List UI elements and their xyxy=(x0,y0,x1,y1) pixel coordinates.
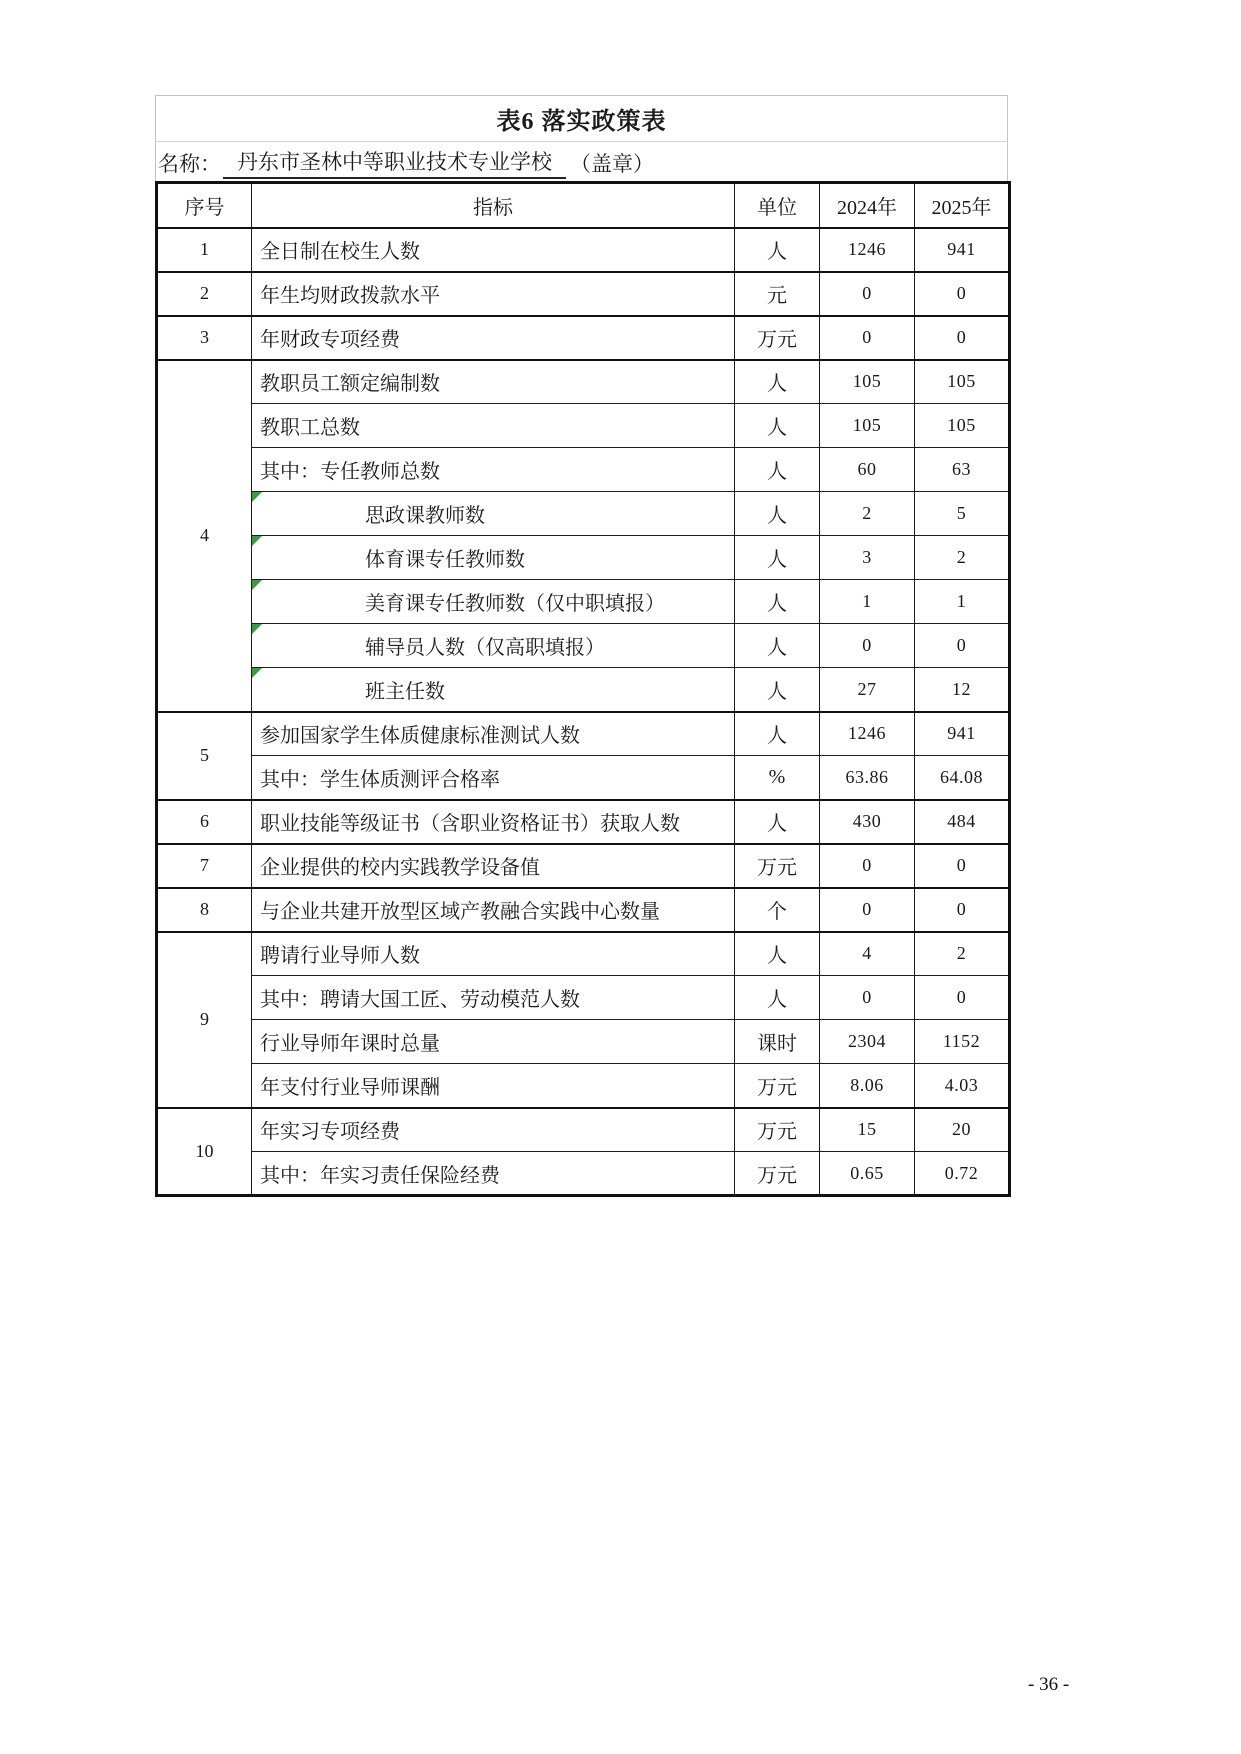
unit-cell: 人 xyxy=(735,492,820,536)
comment-marker-icon xyxy=(252,580,262,590)
indicator-label: 其中：年实习责任保险经费 xyxy=(260,1164,500,1187)
value-2025-cell: 2 xyxy=(915,932,1010,976)
value-2024-cell: 0 xyxy=(820,624,915,668)
value-2024-cell: 0.65 xyxy=(820,1152,915,1196)
value-2025-cell: 0 xyxy=(915,888,1010,932)
comment-marker-icon xyxy=(252,536,262,546)
value-2025-cell: 1 xyxy=(915,580,1010,624)
value-2025-cell: 0 xyxy=(915,976,1010,1020)
table-row xyxy=(157,404,1010,448)
row-number-cell: 3 xyxy=(157,316,252,360)
unit-cell: 人 xyxy=(735,360,820,404)
table-row xyxy=(157,800,1010,844)
table-row xyxy=(157,316,1010,360)
indicator-cell xyxy=(252,844,735,888)
indicator-label: 年实习专项经费 xyxy=(260,1121,400,1144)
value-2025-cell: 941 xyxy=(915,712,1010,756)
indicator-cell xyxy=(252,976,735,1020)
unit-cell: 个 xyxy=(735,888,820,932)
row-number-cell: 9 xyxy=(157,932,252,1108)
unit-cell: 人 xyxy=(735,404,820,448)
page-number: - 36 - xyxy=(1028,1674,1070,1695)
table-row xyxy=(157,1152,1010,1196)
comment-marker-icon xyxy=(252,668,262,678)
unit-cell: 人 xyxy=(735,932,820,976)
row-number-cell: 1 xyxy=(157,228,252,272)
value-2025-cell: 63 xyxy=(915,448,1010,492)
table-row xyxy=(157,668,1010,712)
unit-cell: 人 xyxy=(735,668,820,712)
value-2025-cell: 105 xyxy=(915,360,1010,404)
unit-cell: 人 xyxy=(735,800,820,844)
indicator-cell xyxy=(252,316,735,360)
table-row xyxy=(157,1020,1010,1064)
table-row xyxy=(157,1108,1010,1152)
indicator-cell xyxy=(252,1152,735,1196)
indicator-cell xyxy=(252,360,735,404)
column-header: 单位 xyxy=(735,183,820,228)
indicator-cell xyxy=(252,448,735,492)
value-2025-cell: 64.08 xyxy=(915,756,1010,800)
policy-table xyxy=(155,181,1011,1197)
indicator-cell xyxy=(252,932,735,976)
unit-cell: % xyxy=(735,756,820,800)
indicator-cell xyxy=(252,536,735,580)
indicator-label: 体育课专任教师数 xyxy=(365,549,525,571)
indicator-label: 参加国家学生体质健康标准测试人数 xyxy=(260,725,580,748)
table-row xyxy=(157,1064,1010,1108)
table-header-row xyxy=(157,183,1010,228)
unit-cell: 万元 xyxy=(735,316,820,360)
indicator-cell xyxy=(252,404,735,448)
indicator-label: 班主任数 xyxy=(365,680,445,703)
value-2025-cell: 2 xyxy=(915,536,1010,580)
unit-cell: 万元 xyxy=(735,1152,820,1196)
unit-cell: 人 xyxy=(735,228,820,272)
comment-marker-icon xyxy=(252,624,262,634)
value-2025-cell: 105 xyxy=(915,404,1010,448)
table-row xyxy=(157,448,1010,492)
indicator-label: 教职员工额定编制数 xyxy=(260,373,440,396)
table-row xyxy=(157,272,1010,316)
row-number-cell: 4 xyxy=(157,360,252,712)
value-2024-cell: 2304 xyxy=(820,1020,915,1064)
unit-cell: 人 xyxy=(735,624,820,668)
table-row xyxy=(157,932,1010,976)
row-number-cell: 5 xyxy=(157,712,252,800)
table-title: 表6 落实政策表 xyxy=(496,109,667,135)
indicator-label: 年生均财政拨款水平 xyxy=(260,285,440,307)
column-header: 2024年 xyxy=(820,183,915,228)
table-row xyxy=(157,888,1010,932)
indicator-cell xyxy=(252,624,735,668)
indicator-cell xyxy=(252,800,735,844)
value-2025-cell: 0.72 xyxy=(915,1152,1010,1196)
value-2025-cell: 5 xyxy=(915,492,1010,536)
value-2024-cell: 0 xyxy=(820,976,915,1020)
column-header: 序号 xyxy=(157,183,252,228)
row-number-cell: 7 xyxy=(157,844,252,888)
indicator-label: 年财政专项经费 xyxy=(260,329,400,351)
indicator-cell xyxy=(252,712,735,756)
value-2024-cell: 105 xyxy=(820,404,915,448)
unit-cell: 万元 xyxy=(735,844,820,888)
table-row xyxy=(157,580,1010,624)
value-2025-cell: 1152 xyxy=(915,1020,1010,1064)
value-2024-cell: 0 xyxy=(820,888,915,932)
value-2024-cell: 1246 xyxy=(820,712,915,756)
indicator-label: 聘请行业导师人数 xyxy=(260,945,420,968)
indicator-label: 行业导师年课时总量 xyxy=(260,1033,440,1055)
value-2024-cell: 430 xyxy=(820,800,915,844)
value-2025-cell: 12 xyxy=(915,668,1010,712)
indicator-label: 职业技能等级证书（含职业资格证书）获取人数 xyxy=(260,813,680,835)
table-row xyxy=(157,712,1010,756)
value-2024-cell: 63.86 xyxy=(820,756,915,800)
indicator-cell xyxy=(252,272,735,316)
value-2025-cell: 0 xyxy=(915,624,1010,668)
table-row xyxy=(157,756,1010,800)
indicator-cell xyxy=(252,492,735,536)
value-2024-cell: 8.06 xyxy=(820,1064,915,1108)
indicator-cell xyxy=(252,580,735,624)
value-2024-cell: 27 xyxy=(820,668,915,712)
table-row xyxy=(157,492,1010,536)
unit-cell: 人 xyxy=(735,580,820,624)
value-2024-cell: 0 xyxy=(820,844,915,888)
indicator-label: 教职工总数 xyxy=(260,417,360,439)
value-2025-cell: 0 xyxy=(915,844,1010,888)
indicator-cell xyxy=(252,228,735,272)
table-title-box xyxy=(155,95,1008,141)
unit-cell: 人 xyxy=(735,976,820,1020)
table-row xyxy=(157,976,1010,1020)
row-number-cell: 10 xyxy=(157,1108,252,1196)
value-2024-cell: 3 xyxy=(820,536,915,580)
value-2024-cell: 0 xyxy=(820,272,915,316)
value-2024-cell: 105 xyxy=(820,360,915,404)
indicator-cell xyxy=(252,1064,735,1108)
unit-cell: 万元 xyxy=(735,1064,820,1108)
unit-cell: 人 xyxy=(735,536,820,580)
value-2025-cell: 0 xyxy=(915,316,1010,360)
policy-form xyxy=(155,95,1008,1197)
value-2024-cell: 0 xyxy=(820,316,915,360)
row-number-cell: 6 xyxy=(157,800,252,844)
row-number-cell: 8 xyxy=(157,888,252,932)
indicator-label: 与企业共建开放型区域产教融合实践中心数量 xyxy=(260,901,660,923)
indicator-cell xyxy=(252,1108,735,1152)
indicator-label: 思政课教师数 xyxy=(365,505,485,527)
table-row xyxy=(157,844,1010,888)
unit-cell: 元 xyxy=(735,272,820,316)
column-header: 指标 xyxy=(252,183,735,228)
comment-marker-icon xyxy=(252,492,262,502)
value-2024-cell: 2 xyxy=(820,492,915,536)
value-2024-cell: 60 xyxy=(820,448,915,492)
indicator-label: 其中：学生体质测评合格率 xyxy=(260,768,500,791)
indicator-label: 年支付行业导师课酬 xyxy=(260,1076,440,1099)
value-2025-cell: 20 xyxy=(915,1108,1010,1152)
table-row xyxy=(157,624,1010,668)
indicator-label: 美育课专任教师数（仅中职填报） xyxy=(365,593,665,615)
indicator-label: 全日制在校生人数 xyxy=(260,241,420,263)
value-2025-cell: 4.03 xyxy=(915,1064,1010,1108)
row-number-cell: 2 xyxy=(157,272,252,316)
value-2025-cell: 0 xyxy=(915,272,1010,316)
indicator-cell xyxy=(252,756,735,800)
indicator-cell xyxy=(252,888,735,932)
value-2024-cell: 4 xyxy=(820,932,915,976)
unit-cell: 人 xyxy=(735,448,820,492)
table-row xyxy=(157,228,1010,272)
value-2024-cell: 15 xyxy=(820,1108,915,1152)
indicator-label: 企业提供的校内实践教学设备值 xyxy=(260,857,540,879)
school-name: 丹东市圣林中等职业技术专业学校 xyxy=(223,146,566,179)
indicator-label: 其中：专任教师总数 xyxy=(260,461,440,483)
value-2024-cell: 1 xyxy=(820,580,915,624)
unit-cell: 人 xyxy=(735,712,820,756)
indicator-cell xyxy=(252,1020,735,1064)
table-row xyxy=(157,536,1010,580)
unit-cell: 课时 xyxy=(735,1020,820,1064)
value-2024-cell: 1246 xyxy=(820,228,915,272)
column-header: 2025年 xyxy=(915,183,1010,228)
value-2025-cell: 941 xyxy=(915,228,1010,272)
value-2025-cell: 484 xyxy=(915,800,1010,844)
indicator-cell xyxy=(252,668,735,712)
indicator-label: 其中：聘请大国工匠、劳动模范人数 xyxy=(260,989,580,1011)
school-name-row xyxy=(155,141,1008,181)
indicator-label: 辅导员人数（仅高职填报） xyxy=(365,637,605,659)
seal-note: （盖章） xyxy=(570,151,654,176)
unit-cell: 万元 xyxy=(735,1108,820,1152)
table-row xyxy=(157,360,1010,404)
name-label: 名称： xyxy=(158,151,221,176)
